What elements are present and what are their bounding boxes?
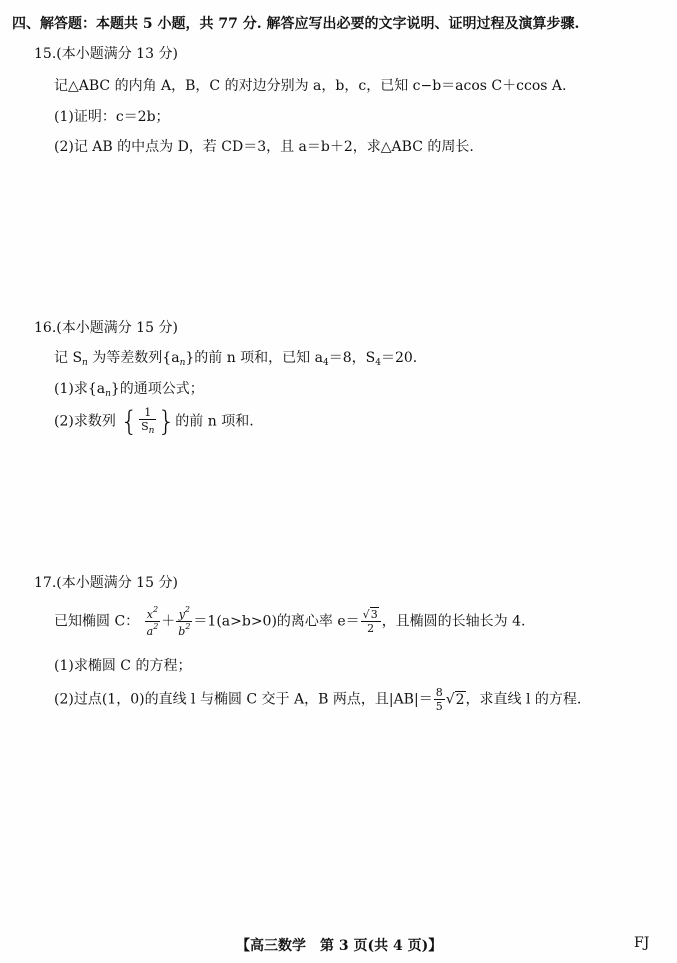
fraction-ab xyxy=(434,687,445,712)
problem-header xyxy=(34,317,178,337)
stem-text: 记 S xyxy=(54,350,83,366)
superscript: 2 xyxy=(184,605,190,614)
problem-score: (本小题满分 13 分) xyxy=(56,46,178,62)
fraction-numerator: 8 xyxy=(435,686,443,699)
problem-score: (本小题满分 15 分) xyxy=(56,320,178,336)
subscript: n xyxy=(105,389,111,399)
superscript: 2 xyxy=(153,605,159,614)
den-text: S xyxy=(141,420,149,433)
stem-text: ＝1(a>b>0)的离心率 e＝ xyxy=(193,613,360,630)
fraction-denominator: 5 xyxy=(435,700,443,713)
problem-number: 15. xyxy=(34,46,57,62)
stem-text: ＝8，S xyxy=(328,350,376,366)
page-footer: 【高三数学 第 3 页(共 4 页)】 xyxy=(236,938,443,954)
radicand: 2 xyxy=(455,691,465,708)
fraction-y xyxy=(176,606,192,637)
fraction xyxy=(139,407,156,436)
fraction-numerator xyxy=(145,606,161,622)
problem-part-2: (2)记 AB 的中点为 D，若 CD＝3，且 a＝b＋2，求△ABC 的周长. xyxy=(54,139,474,155)
problem-part-1: (1)求椭圆 C 的方程； xyxy=(54,658,192,674)
problem-part-2: (2)过点(1，0)的直线 l 与椭圆 C 交于 A，B 两点，且|AB|＝ $\frac{8}{5}$ √2，求直线 l 的方程. xyxy=(54,686,582,713)
stem-text: ＝20. xyxy=(380,350,418,366)
radicand: 3 xyxy=(370,608,378,621)
subscript: 4 xyxy=(322,358,329,368)
fraction-numerator: √3 xyxy=(361,609,381,622)
problem-number: 17. xyxy=(34,575,57,591)
num-text: y xyxy=(178,608,185,621)
stem-text: }的前 n 项和，已知 a xyxy=(185,350,323,366)
problem-score: (本小题满分 15 分) xyxy=(56,575,178,591)
fraction-denominator xyxy=(145,622,161,637)
fraction-numerator xyxy=(176,606,192,622)
subscript: n xyxy=(148,426,155,436)
stem-text: 已知椭圆 C： xyxy=(54,613,140,630)
fraction-x xyxy=(145,606,161,637)
stem-text: 为等差数列{a xyxy=(92,350,180,366)
footer-code: FJ xyxy=(634,935,650,951)
problem-part-1: (1)证明：c＝2b； xyxy=(54,109,170,125)
fraction-numerator: 1 xyxy=(139,407,156,420)
den-text: a xyxy=(146,625,154,638)
part-text: ，求直线 l 的方程. xyxy=(465,691,582,708)
den-text: b xyxy=(178,625,186,638)
part-text: }的通项公式； xyxy=(110,381,204,397)
subscript: 4 xyxy=(375,358,381,368)
num-text: x xyxy=(146,608,154,621)
problem-part-1 xyxy=(54,378,204,399)
superscript: 2 xyxy=(185,622,191,631)
fraction-denominator xyxy=(139,420,156,436)
problem-number: 16. xyxy=(34,320,57,336)
part-text: 的前 n 项和. xyxy=(175,413,254,430)
problem-header xyxy=(34,43,178,63)
problem-header xyxy=(34,572,178,592)
problem-stem xyxy=(54,347,417,368)
stem-text: ，且椭圆的长轴长为 4. xyxy=(381,613,526,630)
problem-stem: 记△ABC 的内角 A，B，C 的对边分别为 a，b，c，已知 c−b＝acos C＋ccos A. xyxy=(54,78,567,94)
left-brace: { xyxy=(120,404,139,438)
section-title: 四、解答题：本题共 5 小题，共 77 分. 解答应写出必要的文字说明、证明过程及演算步骤. xyxy=(12,16,580,32)
right-brace: } xyxy=(157,404,176,438)
part-text: (2)求数列 xyxy=(54,413,116,430)
fraction-e xyxy=(361,609,381,634)
problem-part-2 xyxy=(54,404,254,438)
part-text: (1)求{a xyxy=(54,381,106,397)
fraction-denominator xyxy=(176,622,192,637)
problem-stem: 已知椭圆 C： $\frac{x^2}{a^2}$ ＋ $\frac{y^2}{b^2}$ ＝1(a>b>0)的离心率 e＝ $\frac{√3}{2}$ ，且椭圆的长轴长为 4. xyxy=(54,605,526,638)
subscript: n xyxy=(179,358,186,368)
fraction-denominator: 2 xyxy=(367,622,375,635)
superscript: 2 xyxy=(153,622,159,631)
subscript: n xyxy=(82,358,88,368)
part-text: (2)过点(1，0)的直线 l 与椭圆 C 交于 A，B 两点，且|AB|＝ xyxy=(54,691,433,708)
